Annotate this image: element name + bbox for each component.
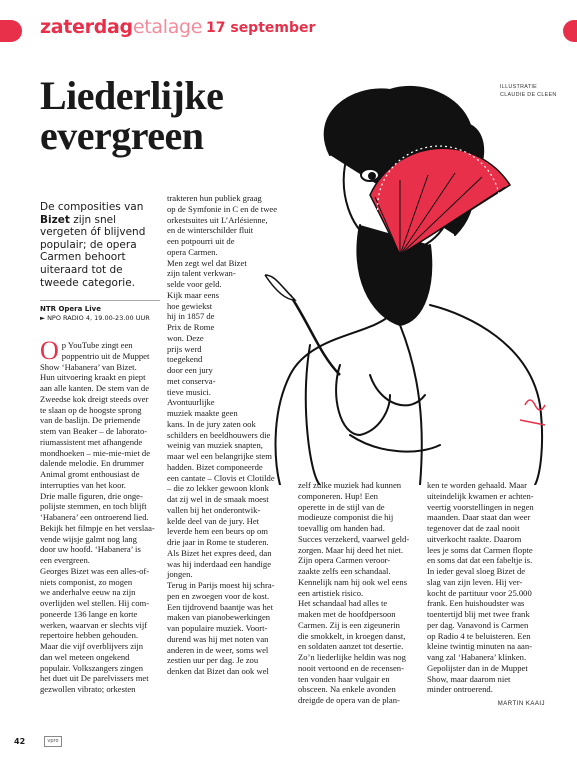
text-line: won. Deze — [167, 332, 204, 343]
author-byline: MARTIN KAAIJ — [497, 701, 545, 707]
text-line: zestien uur per dag. Je zou — [167, 655, 259, 666]
text-line: zelf zulke muziek had kunnen — [298, 480, 402, 490]
article-column-4 — [427, 480, 545, 710]
text-line: per dag. Vanavond is Carmen — [427, 619, 529, 630]
issue-date: 17 september — [206, 20, 316, 36]
text-line: kocht de partituur voor 25.000 — [427, 587, 532, 598]
text-line: Show, maar daarom niet — [427, 673, 511, 684]
text-line: minder ontroerend. — [427, 684, 493, 695]
text-line: anderen in de weer, soms wel — [167, 644, 269, 655]
text-line: poppentrio uit de Muppet — [61, 350, 150, 361]
article-column-3 — [298, 480, 422, 706]
text-line: hoe gewiekst — [167, 300, 213, 311]
text-line: zijn talent verkwan- — [167, 268, 236, 279]
text-line: op Radio 4 te beluisteren. Een — [427, 630, 531, 641]
text-line: Zo’n liederlijke heldin was nog — [298, 652, 406, 662]
text-line: prijs werd — [167, 343, 202, 354]
text-line: dat zij wel in de smaak moest — [167, 494, 269, 504]
page-footer — [14, 737, 59, 746]
text-line: te slaan op de hoogste sprong — [40, 404, 142, 415]
text-line: Zweedse kok dreigt steeds over — [40, 393, 149, 404]
text-line: Terug in Parijs moest hij schra- — [167, 580, 275, 590]
text-line: Avontuurlijke — [167, 397, 215, 408]
text-line: en de winterschilder fluit — [167, 225, 254, 236]
text-line: repertoire hebben gehouden. — [40, 630, 139, 641]
text-line: aan alle kanten. De stem van de — [40, 383, 150, 393]
text-line: drie jaar in Rome te studeren. — [167, 537, 269, 547]
text-line: Drie malle figuren, drie onge- — [40, 490, 143, 501]
text-line: Bekijk het filmpje en het verslaa- — [40, 522, 155, 533]
text-line: werken, waarvan er slechts vijf — [40, 619, 148, 630]
program-info — [40, 300, 160, 323]
text-line: frank. Een huishoudster was — [427, 598, 525, 609]
text-line: maanden. Daar staat dan weer — [427, 512, 531, 523]
text-line: en soms dat dat een fabeltje is. — [427, 555, 533, 566]
bizet-illustration — [250, 75, 560, 485]
text-line: kelde deel van de jury. Het — [167, 515, 260, 526]
text-line: uitverkocht raakte. Daarom — [427, 533, 522, 544]
intro-lead: De composities van Bizet zijn snel vergeten óf blijvend populair; de opera Carmen behoort uiteraard tot de tweede categorie. — [40, 201, 146, 289]
text-line: Georges Bizet was een alles-of- — [40, 565, 150, 576]
text-line: een artistiek risico. — [298, 587, 364, 598]
text-line: – die zo lekker gewoon klonk — [167, 483, 269, 494]
text-line: Een tijdrovend baantje was het — [167, 601, 273, 612]
text-line: Succes verzekerd, vaarwel geld- — [298, 533, 410, 544]
text-line: polijste stemmen, en toch blijft — [40, 501, 147, 512]
text-line: operette in de stijl van de — [298, 501, 385, 512]
text-line: en soldaten aanzet tot desertie. — [298, 641, 404, 652]
text-line: het duet uit De parelvissers met — [40, 673, 149, 684]
text-line: maken met de hoofdpersoon — [298, 609, 396, 619]
text-line: hadden. Bizet componeerde — [167, 461, 263, 472]
text-line: kans. In de jury zaten ook — [167, 418, 256, 429]
text-line: die smokkelt, in kroegen danst, — [298, 630, 406, 641]
header-accent-right — [563, 20, 577, 42]
text-line: Maar die vijf overblijvers zijn — [40, 641, 144, 651]
text-line: toegekend — [167, 354, 203, 365]
text-line: interrupties van het koor. — [40, 479, 126, 490]
illustration-credit: ILLUSTRATIE CLAUDIE DE CLEEN — [500, 84, 557, 98]
text-line: overlijden wel stellen. Hij com- — [40, 598, 150, 608]
text-line: stem van Beaker – de laborato- — [40, 426, 148, 436]
text-line: ten vonden haar vulgair en — [298, 673, 390, 684]
text-line: maken van pianobewerkingen — [167, 612, 271, 623]
text-line: leverde hem een beurs op om — [167, 526, 268, 537]
page-number: 42 — [14, 737, 26, 746]
text-line: veertig voorstellingen in negen — [427, 501, 534, 512]
text-line: Als Bizet het expres deed, dan — [167, 547, 272, 558]
text-line: door uw hoofd. ‘Habanera’ is — [40, 544, 141, 555]
section-title: zaterdagetalage — [40, 16, 203, 38]
text-line: Animal gromt enthousiast de — [40, 469, 140, 479]
text-line: we anderhalve eeuw na zijn — [40, 587, 136, 598]
text-line: trakteren hun publiek graag — [167, 193, 262, 203]
text-line: mondhoeken – mie-mie-miet de — [40, 447, 151, 458]
text-line: een potpourri uit de — [167, 236, 235, 246]
text-line: gezwollen vibrato; orkesten — [40, 684, 136, 694]
text-line: dreigde de opera van de plan- — [298, 695, 400, 705]
text-line: riumassistent met afhangende — [40, 436, 143, 447]
text-line: van populaire muziek. Voort- — [167, 623, 268, 633]
text-line: selde voor geld. — [167, 279, 222, 289]
text-line: jongen. — [167, 569, 193, 580]
drop-cap: O — [40, 336, 59, 365]
program-title: NTR Opera Live — [40, 305, 101, 313]
text-line: Hun uitvoering kraakt en piept — [40, 372, 146, 383]
text-line: ‘Habanera’ een ontroerend lied. — [40, 512, 149, 522]
text-line: nooit vertoond en de recensen- — [298, 662, 404, 673]
text-line: orkestsuites uit L’Arlésienne, — [167, 214, 268, 225]
program-detail: ► NPO RADIO 4, 19.00-23.00 UUR — [40, 314, 150, 322]
text-line: vang zal ‘Habanera’ klinken. — [427, 652, 527, 662]
text-line: opera Carmen. — [167, 246, 218, 257]
text-line: vende wijsje galmt nog lang — [40, 533, 137, 544]
text-line: tegenover dat de zaal nooit — [427, 523, 520, 533]
text-line: Kennelijk nam hij ook wel eens — [298, 576, 408, 587]
text-line: uiteindelijk kwamen er achten- — [427, 490, 534, 501]
header-accent-left — [0, 20, 22, 42]
text-line: pen en zwoegen voor de kost. — [167, 590, 270, 601]
text-line: een cantate – Clovis et Clotilde — [167, 472, 275, 483]
text-line: schilders en beeldhouwers die — [167, 429, 271, 440]
section-header — [0, 14, 577, 48]
vpro-logo: vpro — [44, 736, 62, 747]
text-line: toentertijd blij met twee frank — [427, 609, 530, 619]
text-line: was hij inderdaad een handige — [167, 558, 272, 569]
text-line: Gepolijster dan in de Muppet — [427, 662, 528, 673]
text-line: durend was hij met noten van — [167, 633, 269, 644]
text-line: slag van zijn leven. Hij ver- — [427, 576, 523, 587]
headline: Liederlijke evergreen — [40, 73, 224, 158]
text-line: componeren. Hup! Een — [298, 490, 378, 501]
text-line: zorgen. Maar hij deed het niet. — [298, 544, 404, 555]
text-line: populair. Volkszangers zingen — [40, 662, 144, 673]
text-line: dalende melodie. En drummer — [40, 458, 145, 469]
text-line: Men zegt wel dat Bizet — [167, 257, 247, 268]
article-column-2 — [167, 193, 295, 677]
text-line: toevallig om handen had. — [298, 523, 385, 533]
text-line: denken dat Bizet dan ook wel — [167, 666, 269, 676]
text-line: Zijn opera Carmen veroor- — [298, 555, 391, 566]
text-line: Het schandaal had alles te — [298, 598, 388, 609]
text-line: maar wel een belangrijke stem — [167, 451, 272, 461]
text-line: p YouTube zingt een — [61, 340, 133, 350]
text-line: modieuze componist die hij — [298, 512, 394, 523]
text-line: van de baslijn. De priemende — [40, 415, 141, 426]
text-line: Kijk maar eens — [167, 289, 220, 300]
text-line: zaakte zelfs een schandaal. — [298, 566, 391, 576]
text-line: poneerde 136 lange en korte — [40, 608, 138, 619]
text-line: hij in 1857 de — [167, 311, 215, 322]
text-line: dan wel meteen ongekend — [40, 651, 130, 662]
text-line: lees je soms dat Carmen flopte — [427, 544, 533, 555]
text-line: op de Symfonie in C en de twee — [167, 203, 278, 214]
text-line: muziek maakte geen — [167, 408, 238, 418]
text-line: Carmen. Zij is een zigeunerin — [298, 619, 400, 630]
text-line: niets componist, zo mogen — [40, 576, 133, 587]
text-line: Prix de Rome — [167, 322, 215, 332]
text-line: door een jury — [167, 365, 213, 375]
text-line: met conserva- — [167, 375, 216, 386]
text-line: vallen bij het onderontwik- — [167, 504, 261, 515]
text-line: kleine twintig minuten na aan- — [427, 641, 533, 652]
text-line: In ieder geval sloeg Bizet de — [427, 566, 526, 576]
text-line: een evergreen. — [40, 555, 90, 565]
text-line: tieve musici. — [167, 386, 211, 397]
text-line: Show ‘Habanera’ van Bizet. — [40, 361, 137, 372]
text-line: weinig van muziek snapten, — [167, 440, 263, 451]
text-line: ken te worden gehaald. Maar — [427, 480, 527, 490]
article-column-1 — [40, 336, 162, 695]
text-line: obsceen. Na enkele avonden — [298, 684, 396, 695]
